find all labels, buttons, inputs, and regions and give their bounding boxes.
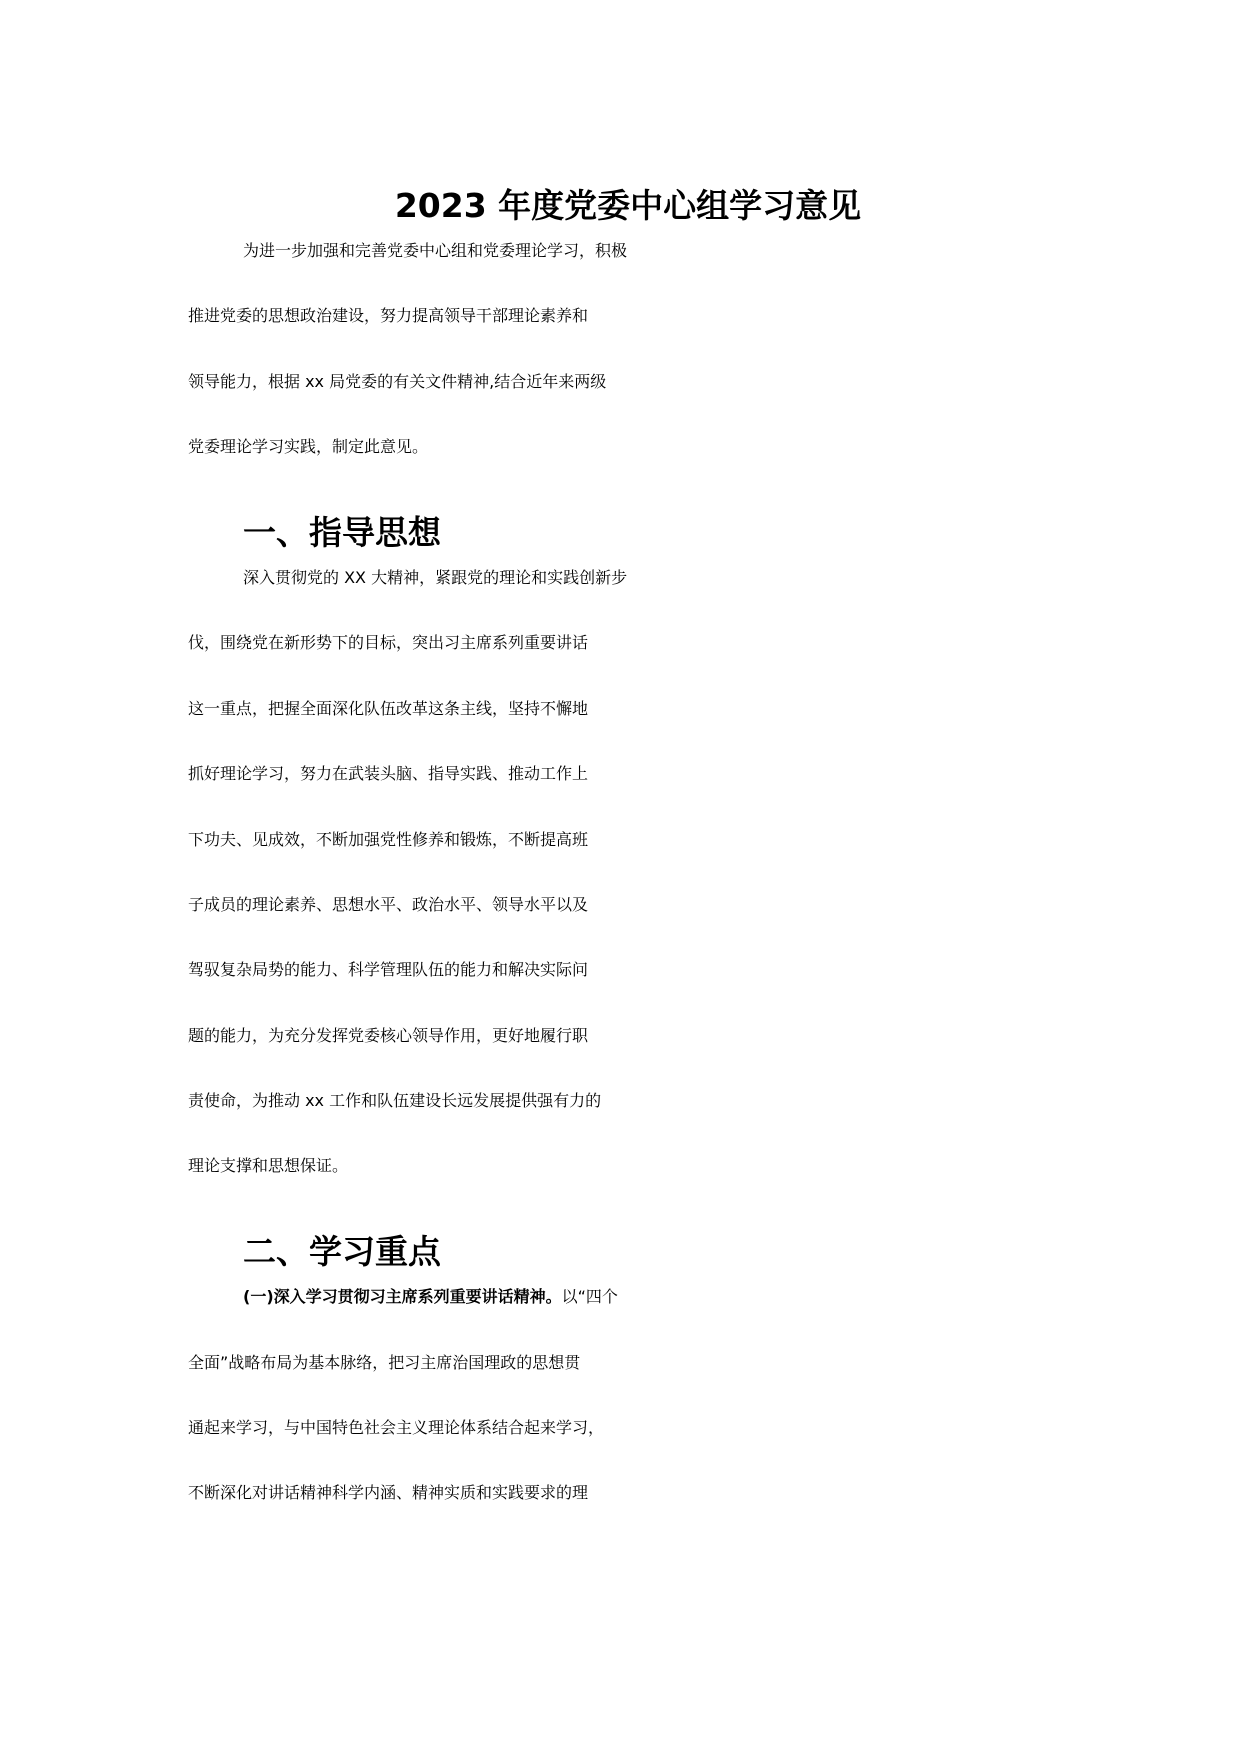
item1-first-line: [188, 1284, 1068, 1349]
document-body: [188, 174, 1068, 1546]
section1-line: 理论支撑和思想保证。: [188, 1156, 349, 1176]
item1-line: 全面”战略布局为基本脉络，把习主席治国理政的思想贯: [188, 1352, 581, 1372]
section1-line: 责使命，为推动 xx 工作和队伍建设长远发展提供强有力的: [188, 1091, 602, 1111]
intro-line: 为进一步加强和完善党委中心组和党委理论学习，积极: [243, 241, 628, 260]
intro-paragraph: [188, 238, 1068, 500]
section-heading-study-focus: 二、学习重点: [243, 1231, 441, 1271]
intro-line: 推进党委的思想政治建设，努力提高领导干部理论素养和: [188, 306, 589, 326]
section-heading-guiding-ideology: 一、指导思想: [243, 512, 441, 552]
section1-line: 驾驭复杂局势的能力、科学管理队伍的能力和解决实际问: [188, 960, 589, 980]
intro-line: 领导能力，根据 xx 局党委的有关文件精神,结合近年来两级: [188, 371, 607, 391]
document-title: 2023 年度党委中心组学习意见: [394, 186, 862, 225]
section1-line: 深入贯彻党的 XX 大精神，紧跟党的理论和实践创新步: [243, 567, 628, 587]
section1-line: 子成员的理论素养、思想水平、政治水平、领导水平以及: [188, 894, 589, 914]
section1-line: 伐，围绕党在新形势下的目标，突出习主席系列重要讲话: [188, 633, 589, 653]
item1-first-line-rest: 以“四个: [561, 1287, 618, 1307]
item1-line: 不断深化对讲话精神科学内涵、精神实质和实践要求的理: [188, 1483, 589, 1503]
intro-line: 党委理论学习实践，制定此意见。: [188, 437, 429, 457]
section1-line: 抓好理论学习，努力在武装头脑、指导实践、推动工作上: [188, 764, 589, 784]
item1-bold-lead: (一)深入学习贯彻习主席系列重要讲话精神。: [243, 1287, 562, 1307]
section2-item1-paragraph: [188, 1284, 1068, 1546]
section1-line: 这一重点，把握全面深化队伍改革这条主线，坚持不懈地: [188, 698, 589, 718]
item1-line: 通起来学习，与中国特色社会主义理论体系结合起来学习，: [188, 1418, 605, 1438]
section1-line: 下功夫、见成效，不断加强党性修养和锻炼，不断提高班: [188, 829, 589, 849]
section1-paragraph: [188, 565, 1068, 1219]
section1-line: 题的能力，为充分发挥党委核心领导作用，更好地履行职: [188, 1025, 589, 1045]
